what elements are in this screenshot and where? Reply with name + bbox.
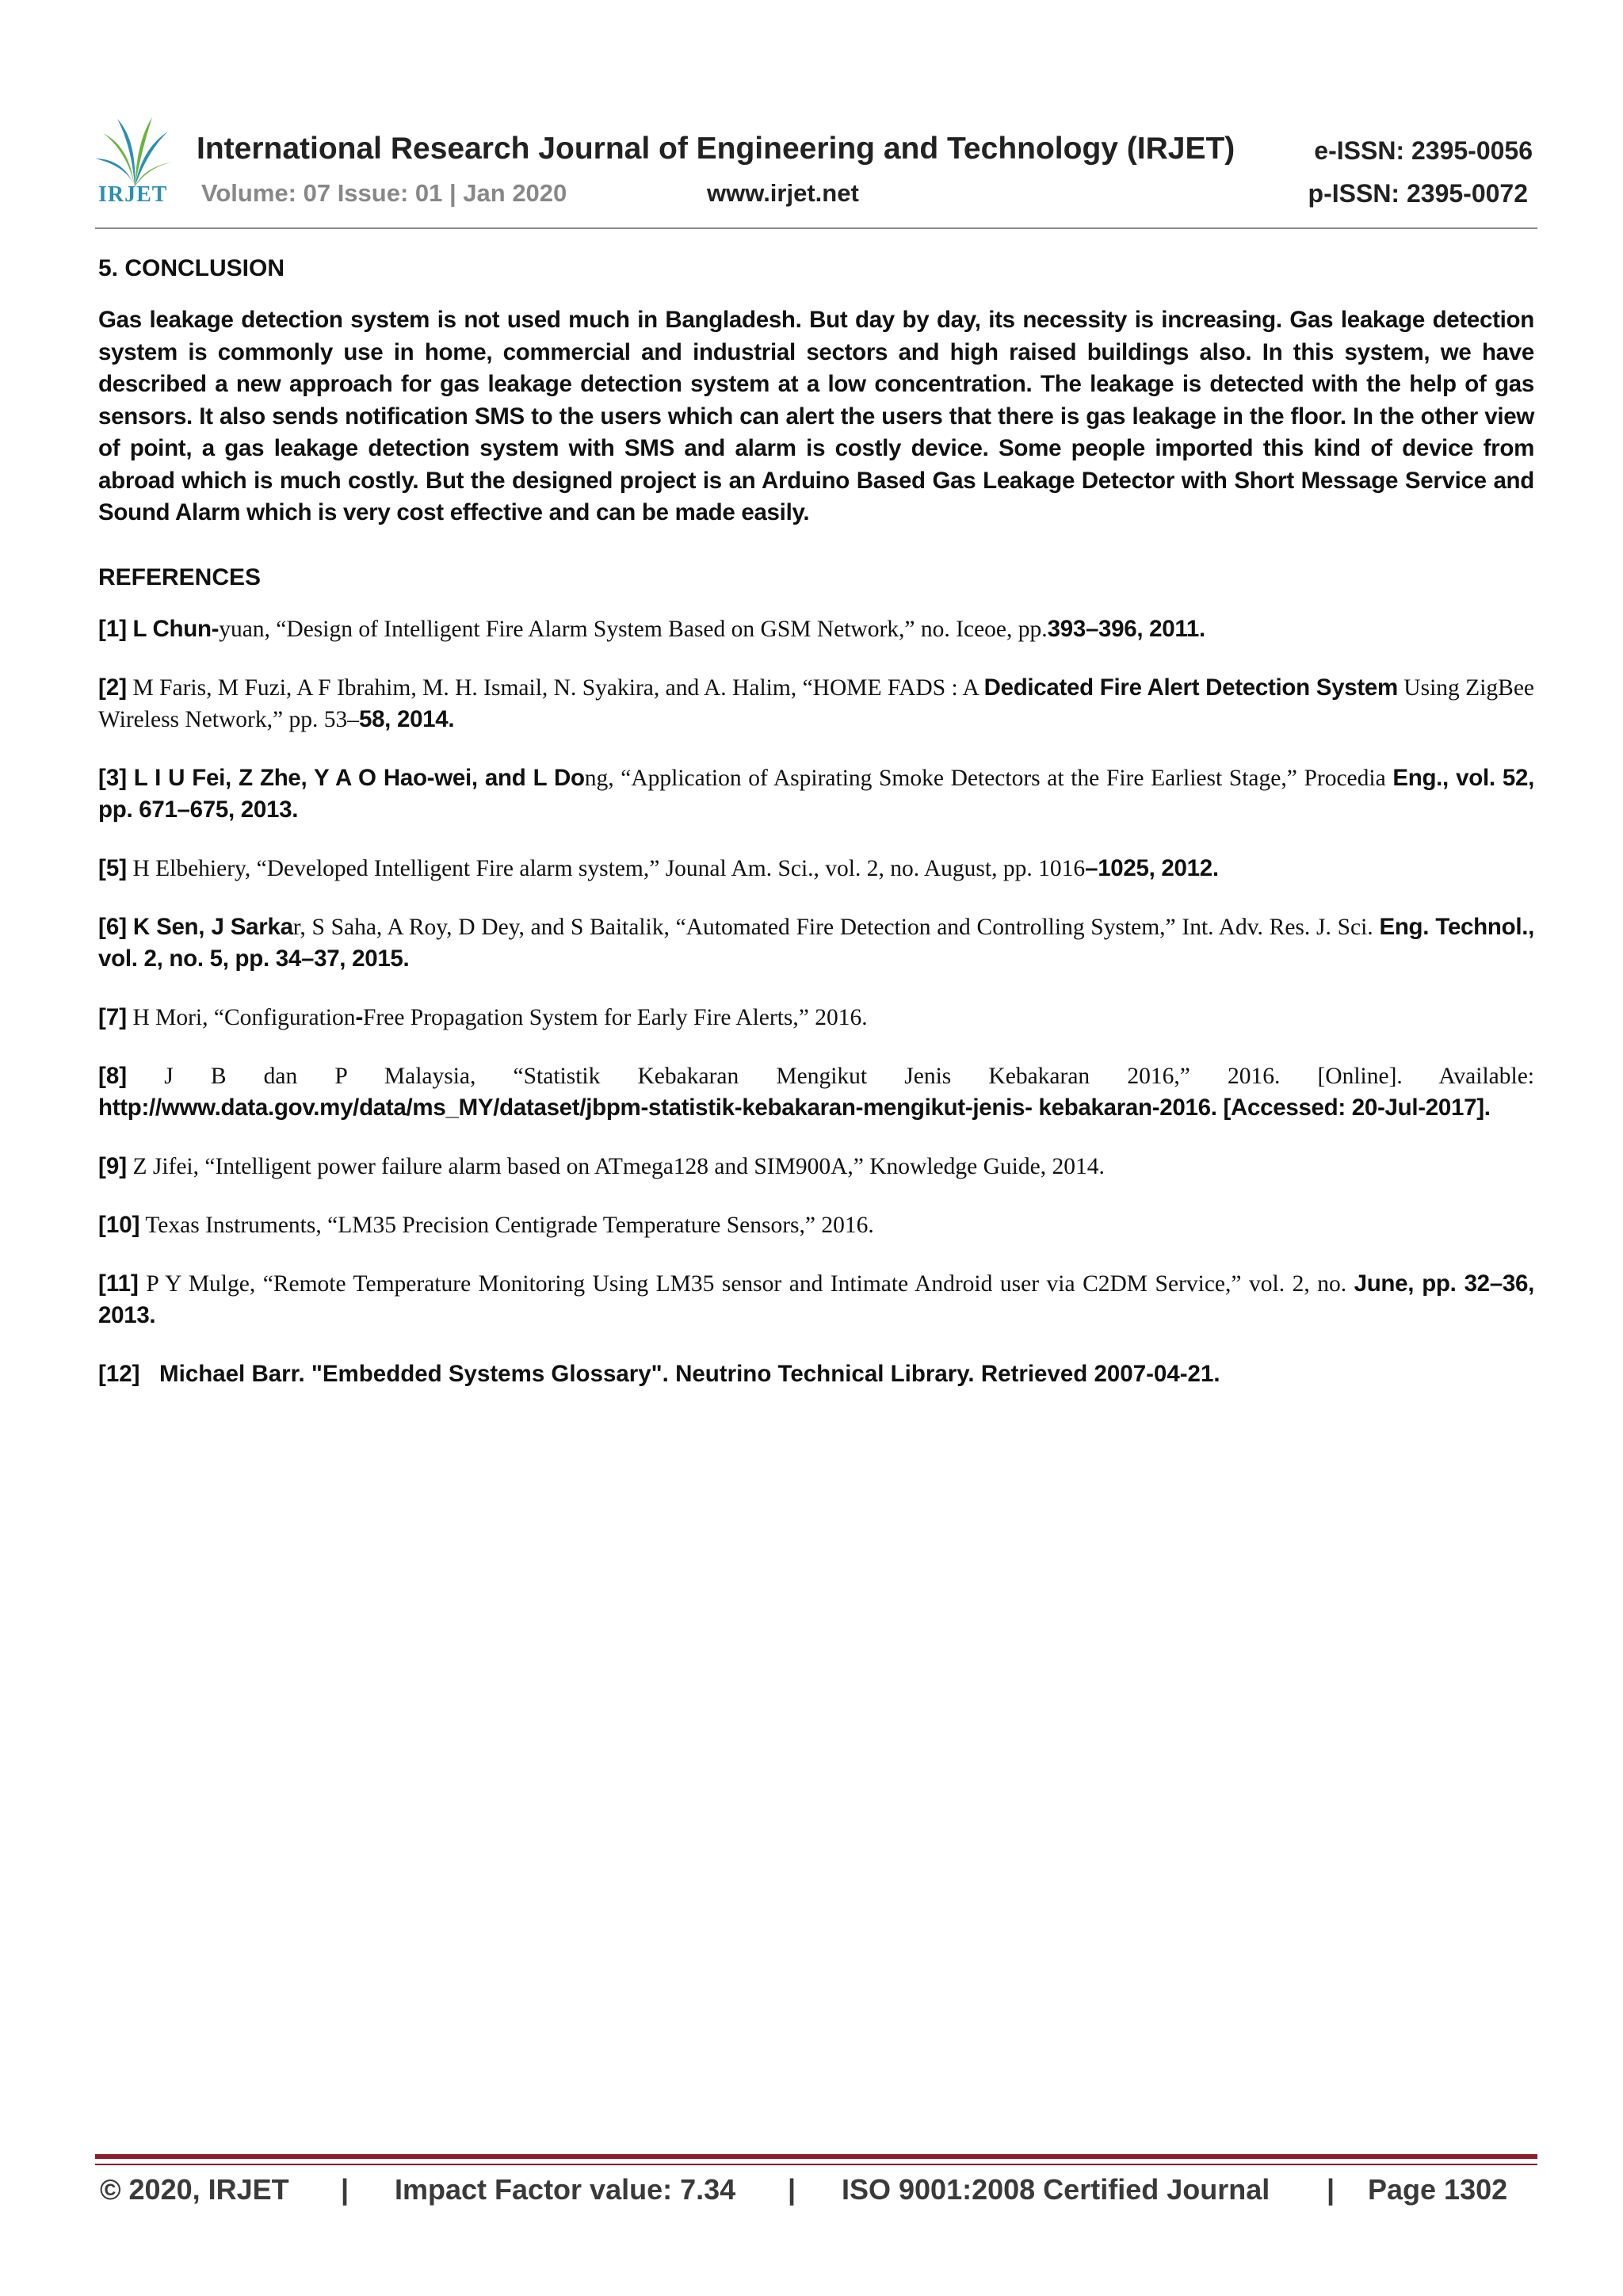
footer-page-number: Page 1302 [1368,2173,1508,2206]
page-content [98,255,1534,1417]
reference-bold-segment: –1025, 2012. [1085,854,1219,881]
irjet-logo [95,117,174,212]
reference-text: J B dan P Malaysia, “Statistik Kebakaran Mengikut Jenis Kebakaran 2016,” 2016. [Online]. Available: [164,1063,1534,1089]
reference-item [98,672,1534,735]
reference-number: [3] [98,764,128,791]
references-heading: REFERENCES [98,563,262,590]
footer-separator: | [1327,2173,1335,2206]
reference-bold-segment: Eng., vol. 52, pp. 671–675, 2013. [98,764,1535,823]
reference-number: [11] [98,1270,139,1297]
reference-bold-segment: K Sen, J Sarka [132,913,293,940]
reference-text: r, S Saha, A Roy, D Dey, and S Baitalik, “Automated Fire Detection and Controlling System,” Int. Adv. Res. J. Sci. [292,914,1380,940]
reference-bold-segment: 393–396, 2011. [1047,615,1205,642]
reference-bold-segment: 58, 2014. [358,705,455,732]
reference-text: H Elbehiery, “Developed Intelligent Fire alarm system,” Jounal Am. Sci., vol. 2, no. August, pp. 1016 [132,855,1086,881]
reference-bold-segment: Eng. Technol., vol. 2, no. 5, pp. 34–37, 2015. [98,913,1535,972]
reference-item [98,1002,1534,1033]
reference-number: [8] [98,1062,128,1089]
conclusion-text: Gas leakage detection system is not used much in Bangladesh. But day by day, its necessity is increasing. Gas leakage detection system is commonly use in home, commercial and industrial sectors and high raised buildings also. In this system, we have described a new approach for gas leakage detection system at a low concentration. The leakage is detected with the help of gas sensors. It also sends notification SMS to the users which can alert the users that there is gas leakage in the floor. In the other view of point, a gas leakage detection system with SMS and alarm is costly device. Some people imported this kind of device from abroad which is much costly. But the designed project is an Arduino Based Gas Leakage Detector with Short Message Service and Sound Alarm which is very cost effective and can be made easily. [98,307,1534,525]
e-issn: e-ISSN: 2395-0056 [1314,136,1533,165]
reference-item [98,1060,1534,1124]
reference-url[interactable]: http://www.data.gov.my/data/ms_MY/dataset/jbpm-statistik-kebakaran-mengikut-jenis- kebakaran-2016. [Accessed: 20-Jul-2017]. [98,1094,1491,1121]
footer-divider-thick [95,2154,1537,2159]
reference-number: [2] [98,674,128,701]
reference-bold-segment: L I U Fei, Z Zhe, Y A O Hao-wei, and L Do [133,764,585,791]
reference-item: [12] Michael Barr. "Embedded Systems Glossary". Neutrino Technical Library. Retrieved 2007-04-21. [98,1360,1220,1387]
footer-copyright: © 2020, IRJET [100,2173,289,2206]
footer-separator: | [341,2173,349,2206]
page-footer [100,2173,1537,2221]
leaf-icon [95,117,174,189]
journal-title: International Research Journal of Engineering and Technology (IRJET) [197,132,1235,166]
reference-bold-segment: June, pp. 32–36, 2013. [98,1270,1534,1328]
reference-text: P Y Mulge, “Remote Temperature Monitoring Using LM35 sensor and Intimate Android user via C2DM Service,” vol. 2, no. [146,1270,1354,1297]
reference-text: Texas Instruments, “LM35 Precision Centigrade Temperature Sensors,” 2016. [145,1212,874,1238]
reference-bold-segment: - [355,1003,363,1030]
reference-item [98,911,1534,975]
reference-number: [7] [98,1003,128,1030]
logo-text: IRJET [98,182,168,207]
footer-separator: | [788,2173,796,2206]
reference-item [98,1209,1534,1241]
reference-bold-segment: L Chun- [132,615,220,642]
reference-item [98,1151,1534,1182]
reference-number: [6] [98,913,128,940]
reference-bold-segment: Dedicated Fire Alert Detection System [983,674,1398,701]
header-divider [95,227,1537,229]
footer-divider-thin [95,2164,1537,2165]
reference-text: yuan, “Design of Intelligent Fire Alarm System Based on GSM Network,” no. Iceoe, pp. [219,616,1048,642]
reference-text: Free Propagation System for Early Fire Alerts,” 2016. [363,1004,868,1030]
reference-number: [10] [98,1211,140,1238]
reference-text: Z Jifei, “Intelligent power failure alarm based on ATmega128 and SIM900A,” Knowledge Guide, 2014. [132,1153,1105,1179]
journal-website-link[interactable]: www.irjet.net [707,179,859,207]
conclusion-heading: 5. CONCLUSION [98,255,285,281]
reference-text: ng, “Application of Aspirating Smoke Detectors at the Fire Earliest Stage,” Procedia [584,765,1393,791]
volume-info: Volume: 07 Issue: 01 | Jan 2020 [201,179,567,207]
reference-item [98,613,1534,645]
footer-iso: ISO 9001:2008 Certified Journal [842,2173,1270,2206]
reference-item [98,853,1534,884]
reference-number: [9] [98,1152,128,1179]
reference-number: [5] [98,854,128,881]
reference-item [98,1268,1534,1331]
reference-text: M Faris, M Fuzi, A F Ibrahim, M. H. Ismail, N. Syakira, and A. Halim, “HOME FADS : A [132,674,984,701]
reference-text: Using ZigBee Wireless Network,” pp. 53– [98,674,1535,732]
footer-impact-factor: Impact Factor value: 7.34 [395,2173,736,2206]
p-issn: p-ISSN: 2395-0072 [1308,179,1528,208]
reference-item [98,762,1534,826]
reference-text: H Mori, “Configuration [132,1004,356,1030]
page-header [95,117,1537,228]
reference-number: [1] [98,615,128,642]
